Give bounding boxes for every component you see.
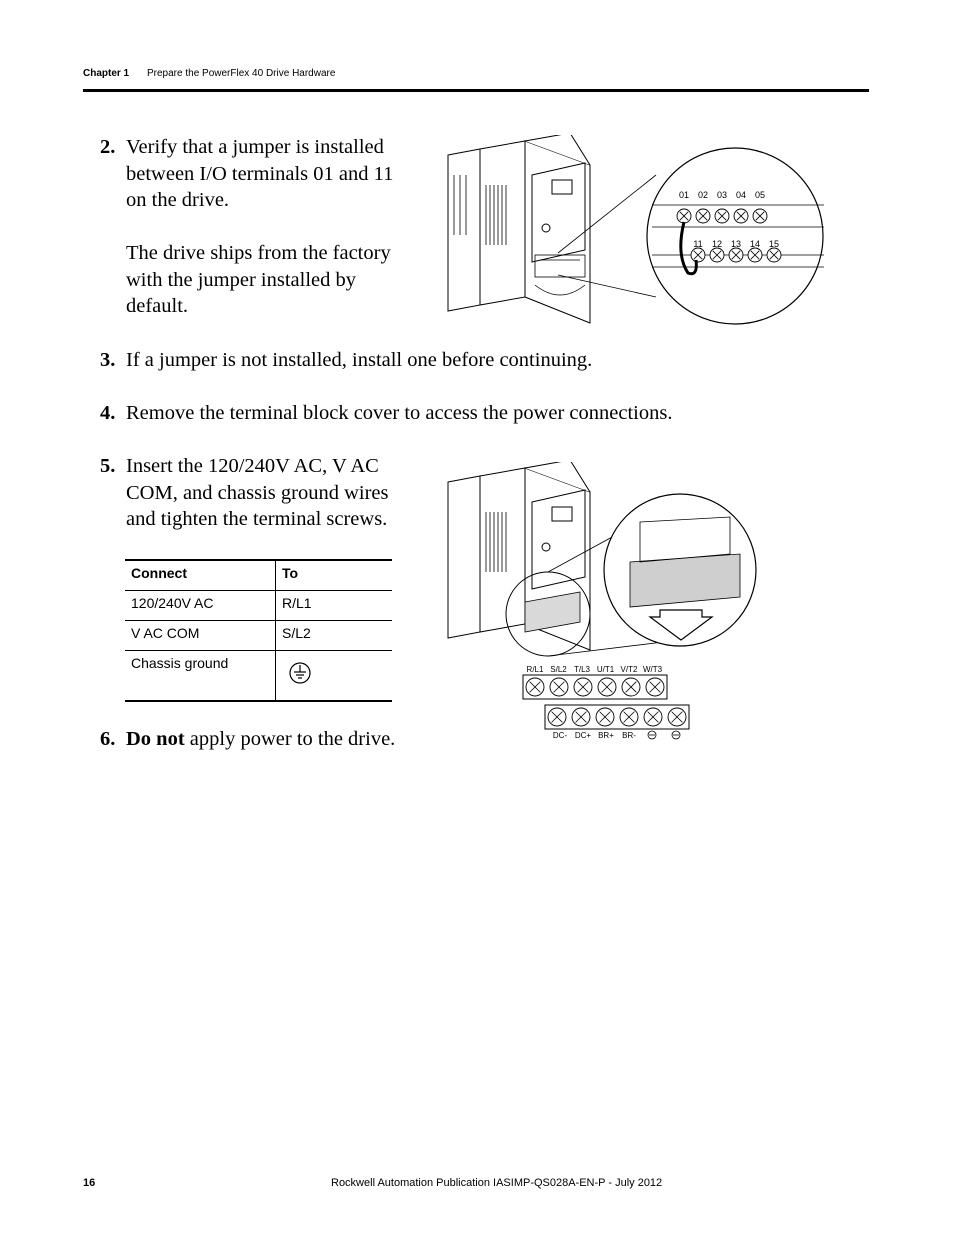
terminal-label: W/T3 xyxy=(642,665,663,674)
terminal-label: DC- xyxy=(552,731,568,740)
connection-table xyxy=(125,559,392,702)
terminal-label: 15 xyxy=(768,239,780,249)
cell-connect: Chassis ground xyxy=(125,651,276,702)
terminal-screw-icon xyxy=(677,209,691,223)
terminal-screw-icon xyxy=(729,248,743,262)
terminal-label: BR+ xyxy=(598,731,614,740)
terminal-screw-icon xyxy=(734,209,748,223)
step-text: Verify that a jumper is installed between I/O terminals 01 and 11 on the drive. xyxy=(126,136,394,211)
power-terminal-strip xyxy=(523,675,689,739)
table-row xyxy=(125,591,392,621)
detail-circle xyxy=(647,148,823,324)
header-rule xyxy=(83,89,869,92)
terminal-screw-icon xyxy=(753,209,767,223)
terminal-screw-icon xyxy=(715,209,729,223)
ground-terminal-icon xyxy=(672,731,680,739)
page-number: 16 xyxy=(83,1177,96,1189)
step-emphasis: Do not xyxy=(126,728,185,750)
terminal-label: U/T1 xyxy=(596,665,615,674)
step-number: 6. xyxy=(100,728,116,750)
terminal-label: 13 xyxy=(730,239,742,249)
terminal-screw-icon xyxy=(691,248,705,262)
step-number: 2. xyxy=(100,136,116,158)
step-text: If a jumper is not installed, install one before continuing. xyxy=(126,349,593,371)
drive-jumper-figure xyxy=(440,135,830,330)
step-number: 5. xyxy=(100,455,116,477)
publication-info: Rockwell Automation Publication IASIMP-QS028A-EN-P - July 2012 xyxy=(331,1177,663,1189)
terminal-label: 05 xyxy=(754,190,766,200)
drive-power-terminal-figure xyxy=(440,462,760,747)
terminal-screw-icon xyxy=(596,708,614,726)
terminal-label: DC+ xyxy=(574,731,592,740)
terminal-label: 01 xyxy=(678,190,690,200)
terminal-label: BR- xyxy=(622,731,636,740)
step-text: apply power to the drive. xyxy=(184,728,396,750)
terminal-screw-icon xyxy=(622,678,640,696)
ground-symbol-icon xyxy=(288,661,312,685)
terminal-label: V/T2 xyxy=(620,665,638,674)
terminal-label: R/L1 xyxy=(526,665,544,674)
table-header-row xyxy=(125,560,392,591)
step-note: The drive ships from the factory with the jumper installed by default. xyxy=(126,242,391,317)
step-text: Remove the terminal block cover to access the power connections. xyxy=(126,402,673,424)
table-row xyxy=(125,621,392,651)
cell-connect: V AC COM xyxy=(125,621,276,651)
terminal-screw-icon xyxy=(572,708,590,726)
terminal-label: 12 xyxy=(711,239,723,249)
cell-to xyxy=(276,651,393,702)
step-text: Insert the 120/240V AC, V AC COM, and chassis ground wires and tighten the terminal screws. xyxy=(126,455,389,530)
terminal-screw-icon xyxy=(574,678,592,696)
cell-to: S/L2 xyxy=(276,621,393,651)
terminal-label: 11 xyxy=(693,239,703,249)
terminal-screw-icon xyxy=(646,678,664,696)
table-row xyxy=(125,651,392,702)
terminal-screw-icon xyxy=(696,209,710,223)
terminal-label: S/L2 xyxy=(550,665,567,674)
cell-to: R/L1 xyxy=(276,591,393,621)
terminal-label: 02 xyxy=(697,190,709,200)
step-number: 4. xyxy=(100,402,116,424)
terminal-screw-icon xyxy=(668,708,686,726)
terminal-screw-icon xyxy=(598,678,616,696)
terminal-screw-icon xyxy=(748,248,762,262)
step-number: 3. xyxy=(100,349,116,371)
terminal-label: 03 xyxy=(716,190,728,200)
terminal-screw-icon xyxy=(550,678,568,696)
terminal-label: 04 xyxy=(735,190,747,200)
terminal-label: T/L3 xyxy=(573,665,591,674)
terminal-screw-icon xyxy=(548,708,566,726)
chapter-label: Chapter 1 xyxy=(83,68,130,79)
terminal-screw-icon xyxy=(710,248,724,262)
cell-connect: 120/240V AC xyxy=(125,591,276,621)
terminal-screw-icon xyxy=(526,678,544,696)
terminal-screw-icon xyxy=(644,708,662,726)
terminal-screw-icon xyxy=(620,708,638,726)
terminal-screw-icon xyxy=(767,248,781,262)
running-header xyxy=(83,68,336,79)
header-connect: Connect xyxy=(125,560,276,591)
chapter-title: Prepare the PowerFlex 40 Drive Hardware xyxy=(147,68,336,79)
ground-terminal-icon xyxy=(648,731,656,739)
header-to: To xyxy=(276,560,393,591)
terminal-label: 14 xyxy=(749,239,761,249)
